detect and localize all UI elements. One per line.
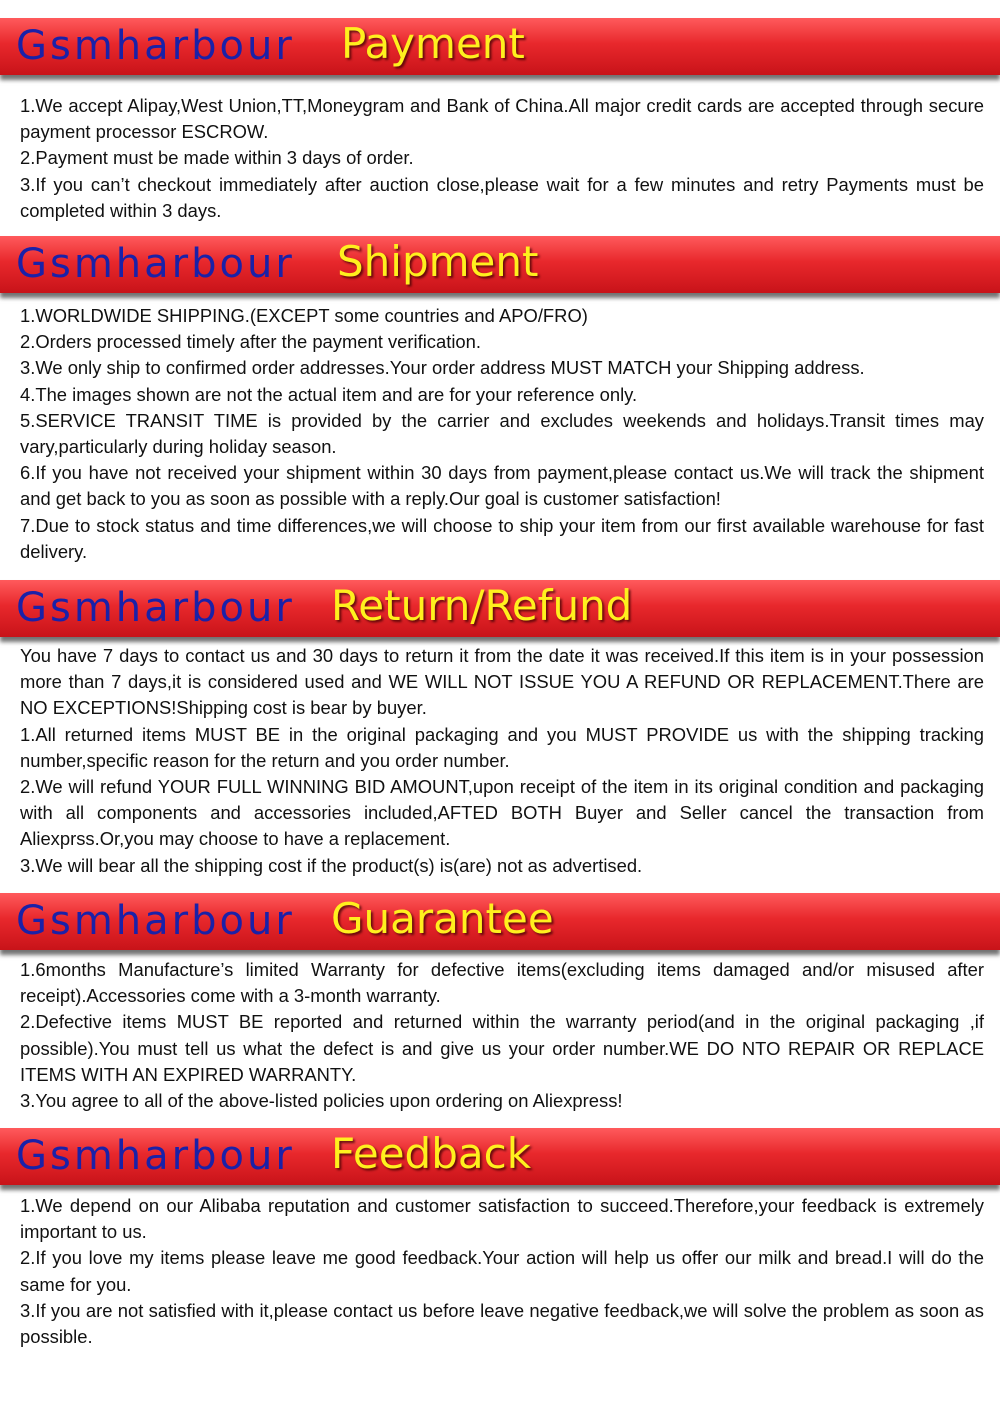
brand-logo-text: Gsmharbour [16,241,295,287]
section-banner-feedback [0,1128,1000,1185]
section-body-guarantee [20,957,984,1114]
section-body-feedback [20,1193,984,1350]
section-title-payment: Payment [341,19,525,68]
section-title-feedback: Feedback [331,1129,532,1178]
paragraph: 2.Orders processed timely after the payment verification. [20,331,481,353]
paragraph: 6.If you have not received your shipment within 30 days from payment,please contact us.We will track the shipment and get back to you as soon as possible with a reply.Our goal is customer satisfaction! [20,462,984,510]
paragraph: 3.We only ship to confirmed order addresses.Your order address MUST MATCH your Shipping address. [20,357,865,379]
paragraph: 2.If you love my items please leave me good feedback.Your action will help us offer our milk and bread.I will do the same for you. [20,1247,984,1295]
section-title-shipment: Shipment [337,237,539,286]
paragraph: 2.Payment must be made within 3 days of order. [20,147,414,169]
brand-logo-text: Gsmharbour [16,1133,295,1179]
section-body-return-refund [20,643,984,879]
section-banner-payment [0,18,1000,75]
paragraph: 4.The images shown are not the actual item and are for your reference only. [20,383,638,405]
paragraph: 7.Due to stock status and time differences,we will choose to ship your item from our first available warehouse for fast delivery. [20,514,984,562]
section-title-return-refund: Return/Refund [331,581,633,630]
paragraph: 1.All returned items MUST BE in the original packaging and you MUST PROVIDE us with the shipping tracking number,specific reason for the return and you order number. [20,723,984,771]
paragraph: 3.You agree to all of the above-listed policies upon ordering on Aliexpress! [20,1090,623,1112]
paragraph: 1.WORLDWIDE SHIPPING.(EXCEPT some countries and APO/FRO) [20,305,588,326]
paragraph: You have 7 days to contact us and 30 days to return it from the date it was received.If this item is in your possession more than 7 days,it is considered used and WE WILL NOT ISSUE YOU A REFUND OR REPLACEMENT.There are NO EXCEPTIONS!Shipping cost is bear by buyer. [20,645,984,719]
paragraph: 2.We will refund YOUR FULL WINNING BID AMOUNT,upon receipt of the item in its original condition and packaging with all components and accessories included,AFTED BOTH Buyer and Seller cancel the transaction from Aliexprss.Or,you may choose to have a replacement. [20,776,984,850]
paragraph: 1.We accept Alipay,West Union,TT,Moneygram and Bank of China.All major credit cards are accepted through secure payment processor ESCROW. [20,95,984,143]
section-banner-guarantee [0,893,1000,950]
section-banner-return-refund [0,580,1000,637]
paragraph: 1.We depend on our Alibaba reputation and customer satisfaction to succeed.Therefore,your feedback is extremely important to us. [20,1195,984,1243]
paragraph: 3.We will bear all the shipping cost if the product(s) is(are) not as advertised. [20,854,643,876]
section-banner-shipment [0,236,1000,293]
section-title-guarantee: Guarantee [331,894,554,943]
paragraph: 3.If you can’t checkout immediately after auction close,please wait for a few minutes and retry Payments must be completed within 3 days. [20,173,984,221]
paragraph: 3.If you are not satisfied with it,please contact us before leave negative feedback,we will solve the problem as soon as possible. [20,1299,984,1348]
paragraph: 1.6months Manufacture’s limited Warranty for defective items(excluding items damaged and/or misused after receipt).Accessories come with a 3-month warranty. [20,959,984,1007]
paragraph: 5.SERVICE TRANSIT TIME is provided by the carrier and excludes weekends and holidays.Transit times may vary,particularly during holiday season. [20,409,984,458]
brand-logo-text: Gsmharbour [16,898,295,944]
section-body-shipment [20,303,984,565]
section-body-payment [20,93,984,224]
brand-logo-text: Gsmharbour [16,23,295,69]
paragraph: 2.Defective items MUST BE reported and returned within the warranty period(and in the original packaging ,if possible).You must tell us what the defect is and give us your order number.WE DO NTO REPAIR OR REPLACE ITEMS WITH AN EXPIRED WARRANTY. [20,1011,984,1085]
brand-logo-text: Gsmharbour [16,585,295,631]
